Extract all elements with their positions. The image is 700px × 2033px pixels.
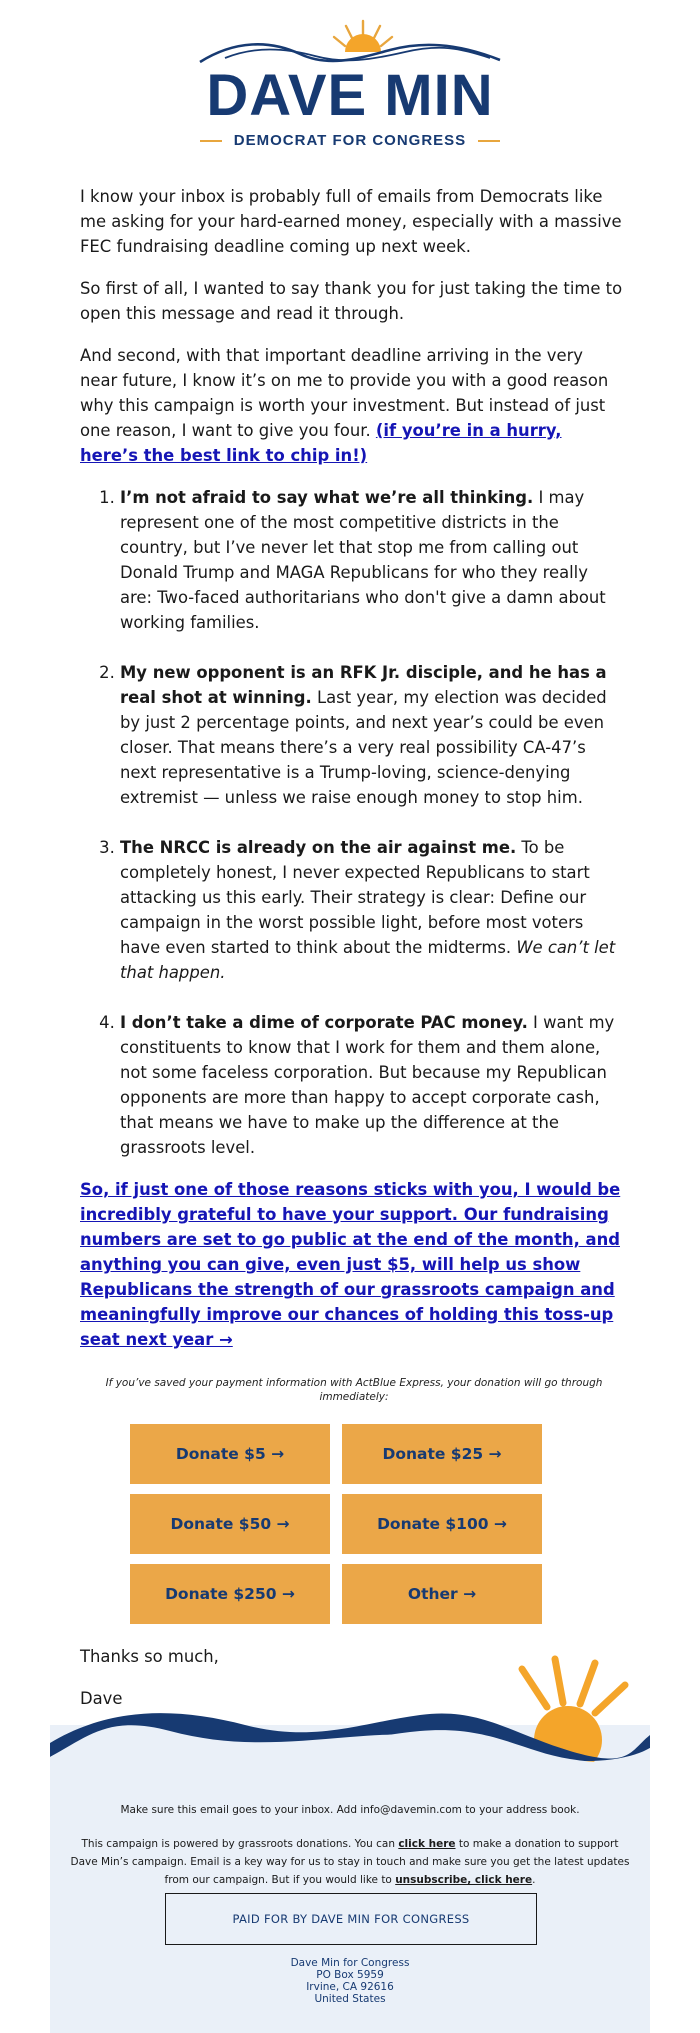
- reason-text: I want my constituents to know that I work for them and them alone, not some faceless corporation. But because my Republican opponents are more than happy to accept corporate cash, that means we have to make up the difference at the grassroots level.: [120, 1013, 615, 1157]
- reason-title: My new opponent is an RFK Jr. disciple, and he has a real shot at winning.: [120, 663, 607, 707]
- paragraph-thanks: So first of all, I wanted to say thank you for just taking the time to open this message and read it through.: [80, 279, 623, 323]
- logo-tagline: DEMOCRAT FOR CONGRESS: [233, 132, 467, 149]
- reason-text: Last year, my election was decided by just 2 percentage points, and next year’s could be even closer. That means there’s a very real possibility CA-47’s next representative is a Trump-loving, science-denying extremist — unless we raise enough money to stop him.: [120, 688, 607, 807]
- logo-name: DAVE MIN: [206, 63, 494, 128]
- reason-text: I may represent one of the most competitive districts in the country, but I’ve never let that stop me from calling out Donald Trump and MAGA Republicans for who they really are: Two-faced authoritarians who don't give a damn about working families.: [120, 488, 606, 632]
- reason-item: [120, 485, 625, 635]
- mailing-address: [50, 1957, 650, 2005]
- donate-other-button[interactable]: Other →: [342, 1564, 542, 1624]
- reason-title: The NRCC is already on the air against me.: [120, 838, 517, 857]
- signoff: Thanks so much,: [80, 1647, 219, 1666]
- actblue-express-note: If you’ve saved your payment information with ActBlue Express, your donation will go through immediately:: [105, 1377, 603, 1403]
- reason-title: I’m not afraid to say what we’re all thinking.: [120, 488, 534, 507]
- reasons-list: [80, 485, 625, 1160]
- cta-paragraph: [80, 1177, 625, 1352]
- reason-title: I don’t take a dime of corporate PAC money.: [120, 1013, 528, 1032]
- paragraph-intro: I know your inbox is probably full of emails from Democrats like me asking for your hard-earned money, especially with a massive FEC fundraising deadline coming up next week.: [80, 187, 622, 256]
- reason-item: [120, 835, 625, 985]
- address-line: United States: [314, 1993, 386, 2005]
- address-line: Irvine, CA 92616: [306, 1981, 394, 1993]
- tagline-rule-left: [200, 140, 222, 142]
- grassroots-text-end: .: [532, 1874, 536, 1886]
- email-body: [80, 184, 625, 1728]
- address-book-note: Make sure this email goes to your inbox. Add info@davemin.com to your address book.: [120, 1804, 580, 1816]
- address-line: PO Box 5959: [316, 1969, 384, 1981]
- chip-in-link[interactable]: (if you’re in a hurry, here’s the best link to chip in!): [80, 421, 562, 465]
- paragraph-reasons-intro: [80, 343, 625, 468]
- logo-tagline-row: [0, 132, 700, 149]
- grassroots-text-middle: to make a donation to support Dave Min’s campaign. Email is a key way for us to stay in touch and make sure you get the latest updates from our campaign. But if you would like to: [70, 1838, 630, 1886]
- tagline-rule-right: [478, 140, 500, 142]
- donate-click-here-link[interactable]: click here: [398, 1838, 456, 1850]
- unsubscribe-link[interactable]: unsubscribe, click here: [395, 1874, 533, 1886]
- donate-50-button[interactable]: Donate $50 →: [130, 1494, 330, 1554]
- signature: Dave: [80, 1689, 123, 1708]
- reason-item: [120, 1010, 625, 1160]
- donate-25-button[interactable]: Donate $25 →: [342, 1424, 542, 1484]
- address-line: Dave Min for Congress: [290, 1957, 410, 1969]
- donate-button-grid: [130, 1424, 625, 1624]
- donate-100-button[interactable]: Donate $100 →: [342, 1494, 542, 1554]
- grassroots-note: [70, 1835, 630, 1889]
- reason-text: To be completely honest, I never expected Republicans to start attacking us this early. Their strategy is clear: Define our campaign in the worst possible light, before most voters have even started to think about the midterms.: [120, 838, 590, 957]
- reason-item: [120, 660, 625, 810]
- donate-250-button[interactable]: Donate $250 →: [130, 1564, 330, 1624]
- donate-5-button[interactable]: Donate $5 →: [130, 1424, 330, 1484]
- paragraph-reasons-text: And second, with that important deadline arriving in the very near future, I know it’s on me to provide you with a good reason why this campaign is worth your investment. But instead of just one reason, I want to give you four.: [80, 346, 609, 440]
- footer-wave-sun-icon: [50, 1655, 650, 1775]
- campaign-logo: [0, 18, 700, 148]
- paid-for-box: PAID FOR BY DAVE MIN FOR CONGRESS: [165, 1893, 537, 1945]
- support-cta-link[interactable]: So, if just one of those reasons sticks with you, I would be incredibly grateful to have your support. Our fundraising numbers are set to go public at the end of the month, and anything you can give, even just $5, will help us show Republicans the strength of our grassroots campaign and meaningfully improve our chances of holding this toss-up seat next year →: [80, 1180, 621, 1349]
- grassroots-text-start: This campaign is powered by grassroots donations. You can: [81, 1838, 399, 1850]
- reason-emphasis: We can’t let that happen.: [120, 938, 616, 982]
